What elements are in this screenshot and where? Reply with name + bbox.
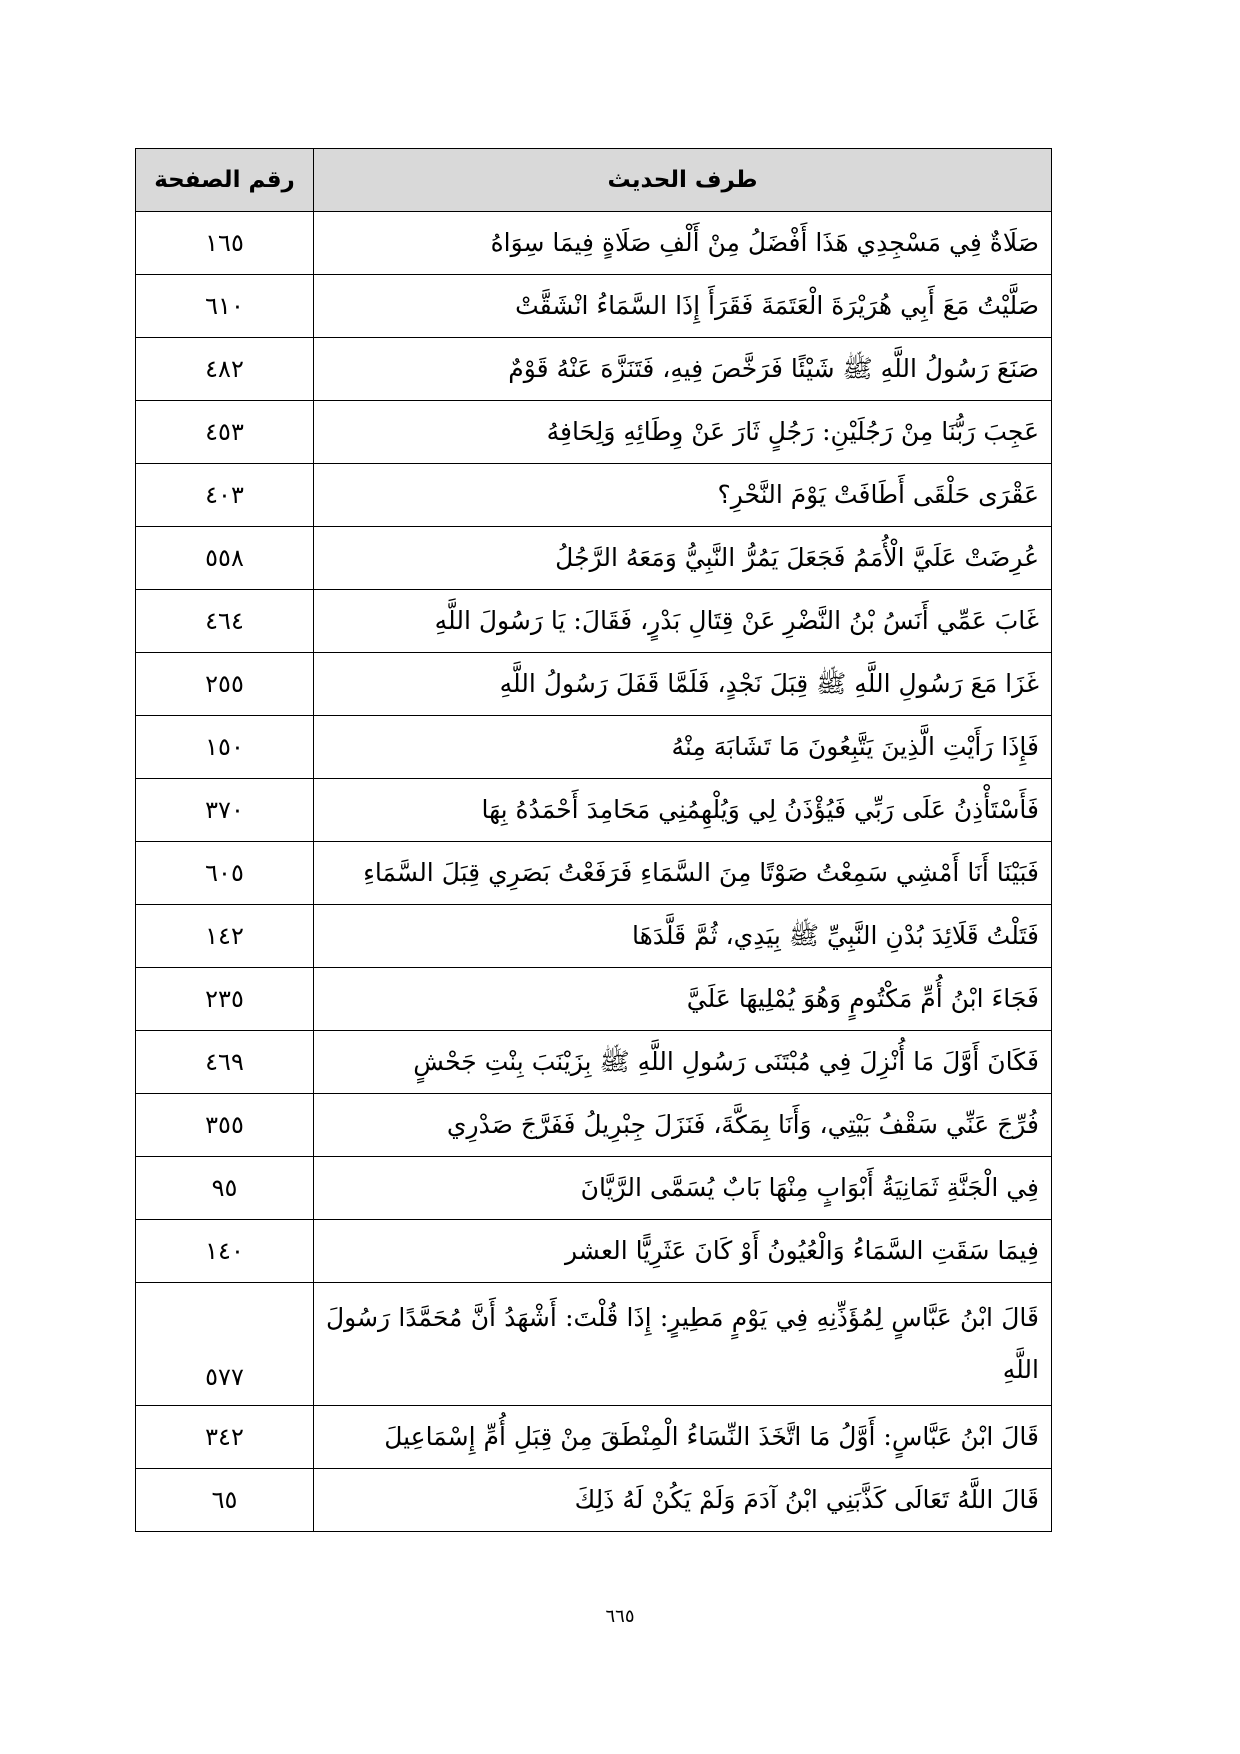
table-row [136, 905, 1052, 968]
hadith-text-cell: فَجَاءَ ابْنُ أُمِّ مَكْتُومٍ وَهُوَ يُمْلِيهَا عَلَيَّ [314, 968, 1052, 1031]
page-number-cell: ٩٥ [136, 1157, 314, 1220]
table-row [136, 779, 1052, 842]
table-row [136, 842, 1052, 905]
table-row [136, 1094, 1052, 1157]
hadith-text-cell: قَالَ ابْنُ عَبَّاسٍ: أَوَّلُ مَا اتَّخَذَ النِّسَاءُ الْمِنْطَقَ مِنْ قِبَلِ أُمِّ إِسْمَاعِيلَ [314, 1406, 1052, 1469]
hadith-text-cell: صَلَّيْتُ مَعَ أَبِي هُرَيْرَةَ الْعَتَمَةَ فَقَرَأَ إِذَا السَّمَاءُ انْشَقَّتْ [314, 275, 1052, 338]
hadith-text-cell: فِيمَا سَقَتِ السَّمَاءُ وَالْعُيُونُ أَوْ كَانَ عَثَرِيًّا العشر [314, 1220, 1052, 1283]
table-row [136, 1406, 1052, 1469]
table-row [136, 590, 1052, 653]
hadith-text-cell: قَالَ اللَّهُ تَعَالَى كَذَّبَنِي ابْنُ آدَمَ وَلَمْ يَكُنْ لَهُ ذَلِكَ [314, 1469, 1052, 1532]
table-row [136, 1283, 1052, 1406]
hadith-text-cell: فُرِّجَ عَنِّي سَقْفُ بَيْتِي، وَأَنَا بِمَكَّةَ، فَنَزَلَ جِبْرِيلُ فَفَرَّجَ صَدْرِي [314, 1094, 1052, 1157]
page-number: ٦٦٥ [605, 1606, 635, 1627]
hadith-text-cell: قَالَ ابْنُ عَبَّاسٍ لِمُؤَذِّنِهِ فِي يَوْمٍ مَطِيرٍ: إِذَا قُلْتَ: أَشْهَدُ أَنَّ مُحَمَّدًا رَسُولَ اللَّهِ [314, 1283, 1052, 1406]
hadith-text-cell: عَجِبَ رَبُّنَا مِنْ رَجُلَيْنِ: رَجُلٍ ثَارَ عَنْ وِطَائِهِ وَلِحَافِهُ [314, 401, 1052, 464]
hadith-text-cell: عُرِضَتْ عَلَيَّ الْأُمَمُ فَجَعَلَ يَمُرُّ النَّبِيُّ وَمَعَهُ الرَّجُلُ [314, 527, 1052, 590]
page-number-cell: ٣٧٠ [136, 779, 314, 842]
page-number-cell: ٣٤٢ [136, 1406, 314, 1469]
table-row [136, 653, 1052, 716]
page-number-cell: ٥٥٨ [136, 527, 314, 590]
page-number-cell: ٢٣٥ [136, 968, 314, 1031]
table-row [136, 1157, 1052, 1220]
table-row [136, 401, 1052, 464]
hadith-text-cell: غَابَ عَمِّي أَنَسُ بْنُ النَّضْرِ عَنْ قِتَالِ بَدْرٍ، فَقَالَ: يَا رَسُولَ اللَّهِ [314, 590, 1052, 653]
header-hadith-text: طرف الحديث [314, 149, 1052, 212]
table-row [136, 212, 1052, 275]
table-row [136, 968, 1052, 1031]
page-number-cell: ٤٦٤ [136, 590, 314, 653]
page-number-cell: ٤٥٣ [136, 401, 314, 464]
hadith-text-cell: صَلَاةٌ فِي مَسْجِدِي هَذَا أَفْضَلُ مِنْ أَلْفِ صَلَاةٍ فِيمَا سِوَاهُ [314, 212, 1052, 275]
table-row [136, 527, 1052, 590]
page-number-cell: ١٥٠ [136, 716, 314, 779]
page-number-cell: ١٦٥ [136, 212, 314, 275]
table-row [136, 338, 1052, 401]
page-number-cell: ٦١٠ [136, 275, 314, 338]
page-number-cell: ٢٥٥ [136, 653, 314, 716]
page-number-cell: ٤٨٢ [136, 338, 314, 401]
hadith-text-cell: فَبَيْنَا أَنَا أَمْشِي سَمِعْتُ صَوْتًا مِنَ السَّمَاءِ فَرَفَعْتُ بَصَرِي قِبَلَ السَّمَاءِ [314, 842, 1052, 905]
table-row [136, 716, 1052, 779]
header-page-number: رقم الصفحة [136, 149, 314, 212]
table-row [136, 1469, 1052, 1532]
table-row [136, 1220, 1052, 1283]
hadith-text-cell: فَكَانَ أَوَّلَ مَا أُنْزِلَ فِي مُبْتَنَى رَسُولِ اللَّهِ ﷺ بِزَيْنَبَ بِنْتِ جَحْشٍ [314, 1031, 1052, 1094]
table-row [136, 275, 1052, 338]
page-number-cell: ٦٠٥ [136, 842, 314, 905]
hadith-text-cell: عَقْرَى حَلْقَى أَطَافَتْ يَوْمَ النَّحْرِ؟ [314, 464, 1052, 527]
table-row [136, 1031, 1052, 1094]
table-body [136, 212, 1052, 1532]
table-header-row [136, 149, 1052, 212]
hadith-text-cell: فِي الْجَنَّةِ ثَمَانِيَةُ أَبْوَابٍ مِنْهَا بَابٌ يُسَمَّى الرَّيَّانَ [314, 1157, 1052, 1220]
page-number-cell: ١٤٠ [136, 1220, 314, 1283]
page-number-cell: ١٤٢ [136, 905, 314, 968]
hadith-text-cell: فَتَلْتُ قَلَائِدَ بُدْنِ النَّبِيِّ ﷺ بِيَدِي، ثُمَّ قَلَّدَهَا [314, 905, 1052, 968]
hadith-text-cell: فَإِذَا رَأَيْتِ الَّذِينَ يَتَّبِعُونَ مَا تَشَابَهَ مِنْهُ [314, 716, 1052, 779]
page-number-cell: ٥٧٧ [136, 1283, 314, 1406]
hadith-index-table [135, 148, 1052, 1532]
page-number-cell: ٤٦٩ [136, 1031, 314, 1094]
page-number-cell: ٣٥٥ [136, 1094, 314, 1157]
table-row [136, 464, 1052, 527]
page-number-cell: ٦٥ [136, 1469, 314, 1532]
page-number-cell: ٤٠٣ [136, 464, 314, 527]
hadith-text-cell: فَأَسْتَأْذِنُ عَلَى رَبِّي فَيُؤْذَنُ لِي وَيُلْهِمُنِي مَحَامِدَ أَحْمَدُهُ بِهَا [314, 779, 1052, 842]
hadith-text-cell: غَزَا مَعَ رَسُولِ اللَّهِ ﷺ قِبَلَ نَجْدٍ، فَلَمَّا قَفَلَ رَسُولُ اللَّهِ [314, 653, 1052, 716]
hadith-text-cell: صَنَعَ رَسُولُ اللَّهِ ﷺ شَيْئًا فَرَخَّصَ فِيهِ، فَتَنَزَّهَ عَنْهُ قَوْمٌ [314, 338, 1052, 401]
